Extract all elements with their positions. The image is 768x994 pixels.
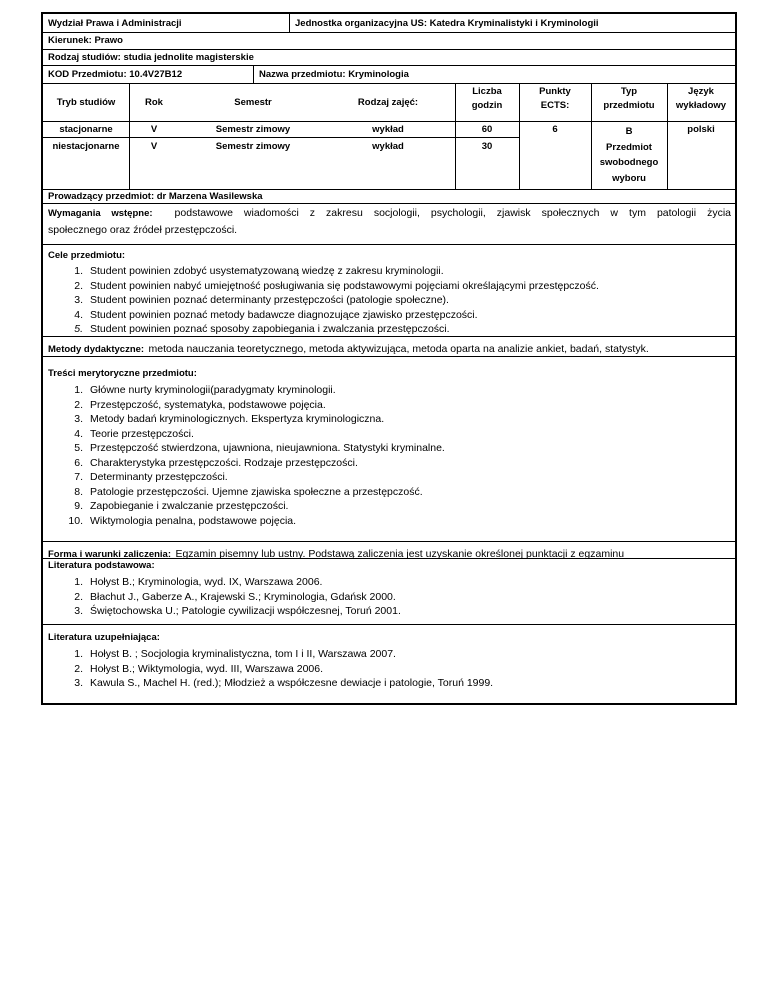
course-name: Nazwa przedmiotu: Kryminologia [259, 69, 409, 80]
content-item: 5. Przestępczość stwierdzona, ujawniona, nieujawniona. Statystyki kryminalne. [74, 442, 445, 454]
col-header-hours: Liczba godzin [471, 86, 503, 111]
prerequisites-text-line1: podstawowe wiadomości z zakresu socjologii, psychologii, zjawisk społecznych w tym patologii życia [174, 207, 731, 219]
methods-label: Metody dydaktyczne: [48, 344, 145, 355]
prerequisites-section [48, 206, 731, 237]
supplementary-literature-label: Literatura uzupełniająca: [48, 632, 160, 643]
objectives-list [43, 264, 733, 337]
objective-item: 2. Student powinien nabyć umiejętność posługiwania się podstawowymi pojęciami określającymi przestępczość. [74, 279, 599, 292]
content-item: 9. Zapobieganie i zwalczanie przestępczości. [74, 500, 289, 512]
course-syllabus-sheet [41, 12, 737, 705]
objective-item: 3. Student powinien poznać determinanty przestępczości (patologie społeczne). [74, 294, 449, 306]
content-list [43, 383, 733, 528]
table-row-1-mode: stacjonarne [59, 124, 113, 135]
table-row-2-mode: niestacjonarne [52, 141, 120, 152]
content-item: 3. Metody badań kryminologicznych. Ekspertyza kryminologiczna. [74, 413, 385, 425]
table-row-1-year: V [150, 124, 158, 135]
basic-literature-list [43, 575, 733, 619]
supplementary-literature-list [43, 647, 733, 691]
objective-item: 4. Student powinien poznać metody badawcze diagnozujące zjawisko przestępczości. [74, 308, 478, 321]
methods-text: metoda nauczania teoretycznego, metoda aktywizująca, metoda oparta na analizie ankiet, badań, statystyk. [148, 343, 649, 355]
table-row-1-class-type: wykład [372, 124, 404, 135]
content-item: 8. Patologie przestępczości. Ujemne zjawiska społeczne a przestępczość. [74, 485, 423, 498]
prerequisites-text-line2: społecznego oraz źródeł przestępczości. [48, 224, 238, 236]
course-code: KOD Przedmiotu: 10.4V27B12 [48, 69, 183, 80]
col-header-class-type: Rodzaj zajęć: [357, 97, 419, 108]
table-row-2-class-type: wykład [372, 141, 404, 152]
literature-item: 2. Błachut J., Gaberze A., Krajewski S.; Kryminologia, Gdańsk 2000. [74, 590, 396, 603]
language-value: polski [687, 124, 715, 135]
prerequisites-label: Wymagania wstępne: [48, 208, 153, 219]
literature-item: 1. Hołyst B.; Kryminologia, wyd. IX, Warszawa 2006. [74, 576, 323, 588]
ects-value: 6 [552, 124, 558, 135]
field-of-study: Kierunek: Prawo [48, 35, 123, 46]
methods-section [48, 339, 649, 357]
assessment-text: Egzamin pisemny lub ustny. Podstawą zaliczenia jest uzyskanie określonej punktacji z egzaminu [175, 548, 625, 560]
content-item: 4. Teorie przestępczości. [74, 427, 194, 440]
org-unit-label: Jednostka organizacyjna US: Katedra Kryminalistyki i Kryminologii [295, 18, 599, 29]
content-item: 2. Przestępczość, systematyka, podstawowe pojęcia. [74, 398, 326, 411]
basic-literature-label: Literatura podstawowa: [48, 560, 155, 571]
literature-item: 3. Świętochowska U.; Patologie cywilizacji współczesnej, Toruń 2001. [74, 605, 401, 617]
objective-item: 1. Student powinien zdobyć usystematyzowaną wiedzę z zakresu kryminologii. [74, 265, 444, 277]
content-item: 6. Charakterystyka przestępczości. Rodzaje przestępczości. [74, 456, 358, 469]
content-item: 10. Wiktymologia penalna, podstawowe pojęcia. [68, 514, 297, 527]
literature-item: 3. Kawula S., Machel H. (red.); Młodzież a współczesne dewiacje i patologie, Toruń 1999. [74, 677, 494, 689]
content-item: 7. Determinanty przestępczości. [74, 471, 228, 483]
col-header-ects: Punkty ECTS: [539, 86, 571, 111]
content-item: 1. Główne nurty kryminologii(paradygmaty kryminologii. [74, 384, 336, 396]
faculty-label: Wydział Prawa i Administracji [48, 18, 182, 29]
col-header-mode: Tryb studiów [56, 97, 116, 108]
table-row-2-hours: 30 [481, 141, 493, 152]
objective-item: 5. Student powinien poznać sposoby zapobiegania i zwalczania przestępczości. [74, 323, 450, 335]
content-label: Treści merytoryczne przedmiotu: [48, 368, 197, 379]
table-row-1-hours: 60 [481, 124, 493, 135]
col-header-semester: Semestr [234, 97, 272, 108]
objectives-label: Cele przedmiotu: [48, 250, 126, 261]
study-type: Rodzaj studiów: studia jednolite magisterskie [48, 52, 254, 63]
table-row-2-year: V [150, 141, 158, 152]
table-row-2-semester: Semestr zimowy [215, 141, 291, 152]
col-header-language: Język wykładowy [675, 86, 727, 111]
col-header-course-type: Typ przedmiotu [603, 86, 655, 111]
literature-item: 1. Hołyst B. ; Socjologia kryminalistyczna, tom I i II, Warszawa 2007. [74, 648, 396, 660]
col-header-year: Rok [145, 97, 163, 108]
course-type-value: B Przedmiot swobodnego wyboru [599, 126, 659, 184]
literature-item: 2. Hołyst B.; Wiktymologia, wyd. III, Warszawa 2006. [74, 662, 324, 675]
assessment-label: Forma i warunki zaliczenia: [48, 549, 172, 560]
table-row-1-semester: Semestr zimowy [215, 124, 291, 135]
lecturer: Prowadzący przedmiot: dr Marzena Wasilewska [48, 191, 263, 202]
